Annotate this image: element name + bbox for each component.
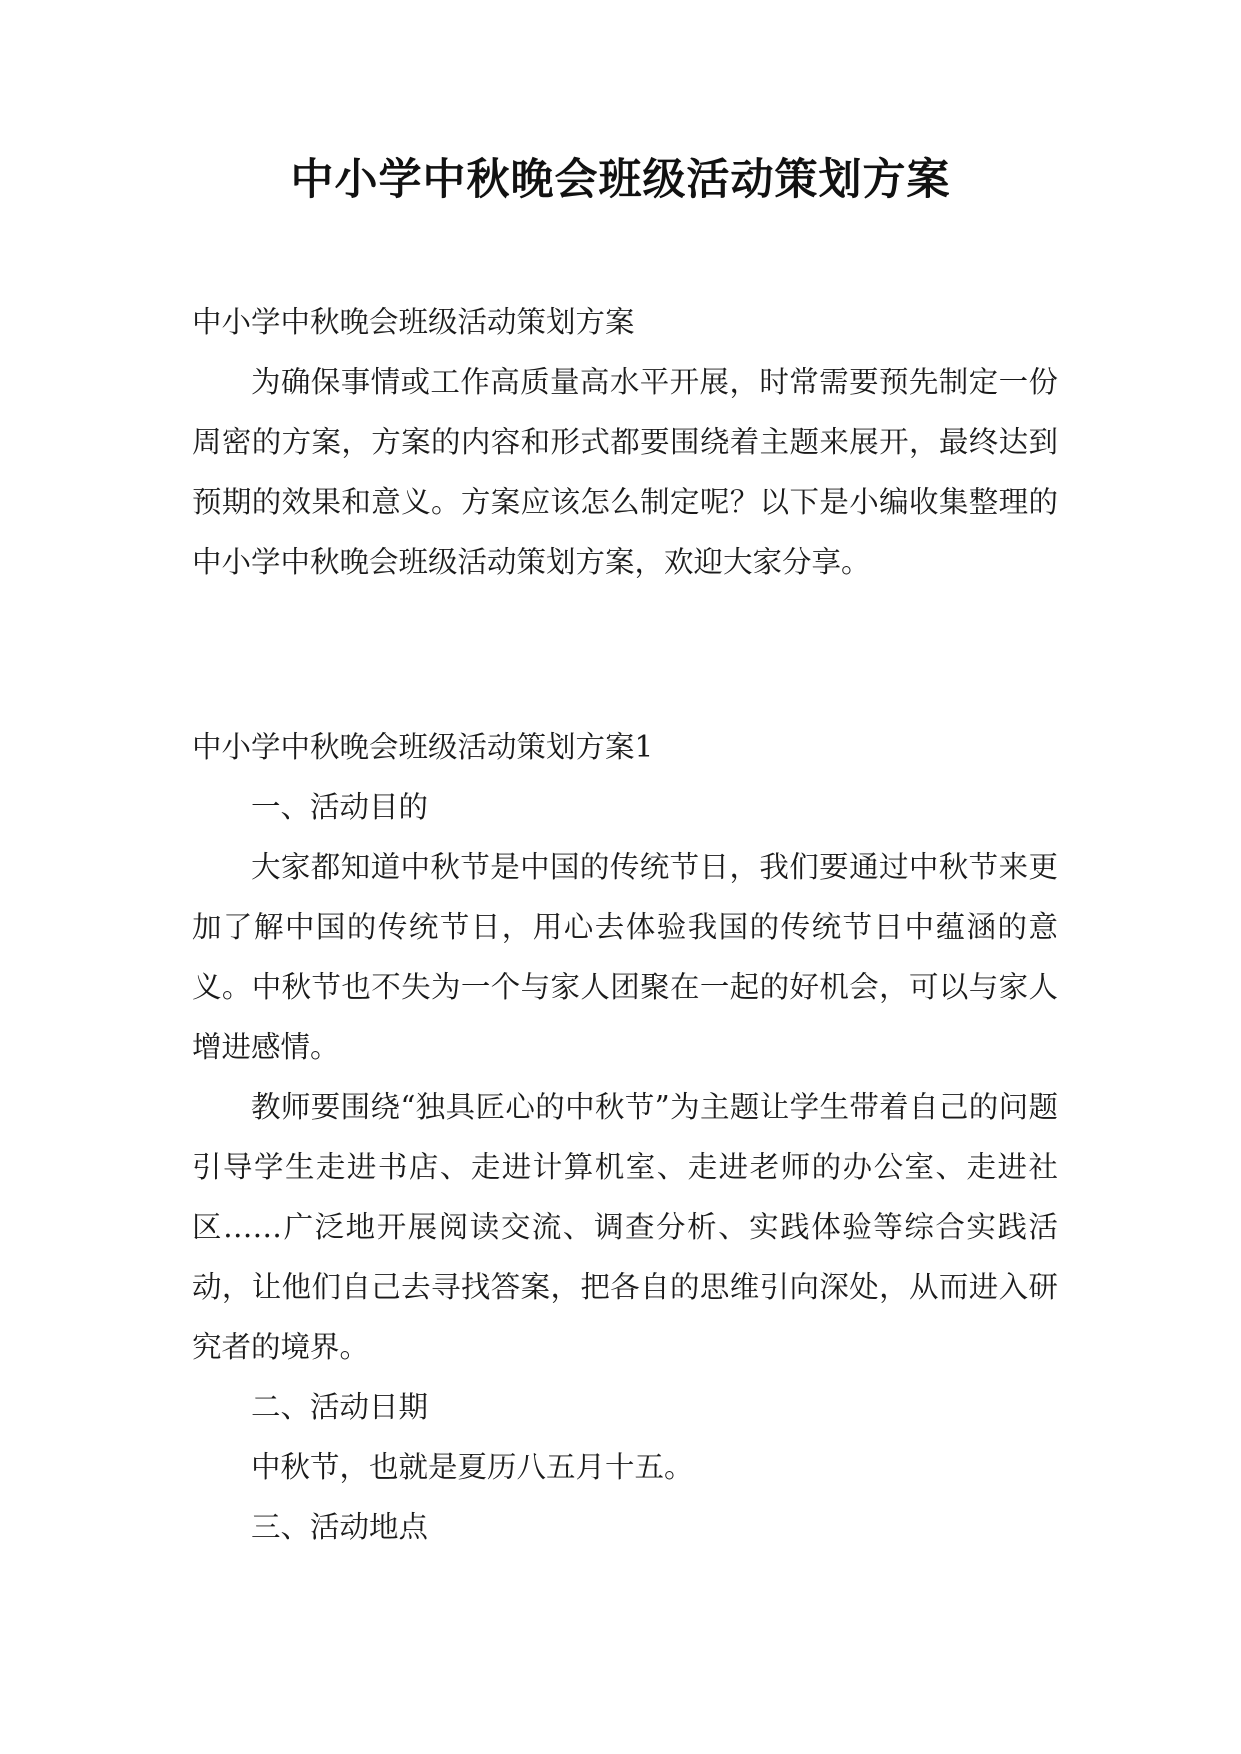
paragraph-teacher-theme: 教师要围绕“独具匠心的中秋节”为主题让学生带着自己的问题引导学生走进书店、走进计算机室、走进老师的办公室、走进社区……广泛地开展阅读交流、调查分析、实践体验等综合实践活动，让他们自己去寻找答案，把各自的思维引向深处，从而进入研究者的境界。: [192, 1090, 1058, 1364]
document-title: 中小学中秋晚会班级活动策划方案: [290, 155, 951, 205]
document-body: [192, 292, 1058, 1557]
heading-activity-location: 三、活动地点: [251, 1510, 429, 1544]
heading-activity-date: 二、活动日期: [251, 1390, 429, 1424]
paragraph-purpose: 大家都知道中秋节是中国的传统节日，我们要通过中秋节来更加了解中国的传统节日，用心去体验我国的传统节日中蕴涵的意义。中秋节也不失为一个与家人团聚在一起的好机会，可以与家人增进感情。: [192, 850, 1058, 1064]
heading-activity-purpose: 一、活动目的: [251, 790, 429, 824]
section-spacer: [192, 592, 1058, 717]
intro-paragraph: 为确保事情或工作高质量高水平开展，时常需要预先制定一份周密的方案，方案的内容和形式都要围绕着主题来展开，最终达到预期的效果和意义。方案应该怎么制定呢？以下是小编收集整理的中小学中秋晚会班级活动策划方案，欢迎大家分享。: [192, 365, 1058, 579]
paragraph-date: 中秋节，也就是夏历八五月十五。: [251, 1450, 694, 1484]
document-subtitle: 中小学中秋晚会班级活动策划方案: [192, 305, 635, 339]
section-title: 中小学中秋晚会班级活动策划方案1: [192, 730, 654, 764]
